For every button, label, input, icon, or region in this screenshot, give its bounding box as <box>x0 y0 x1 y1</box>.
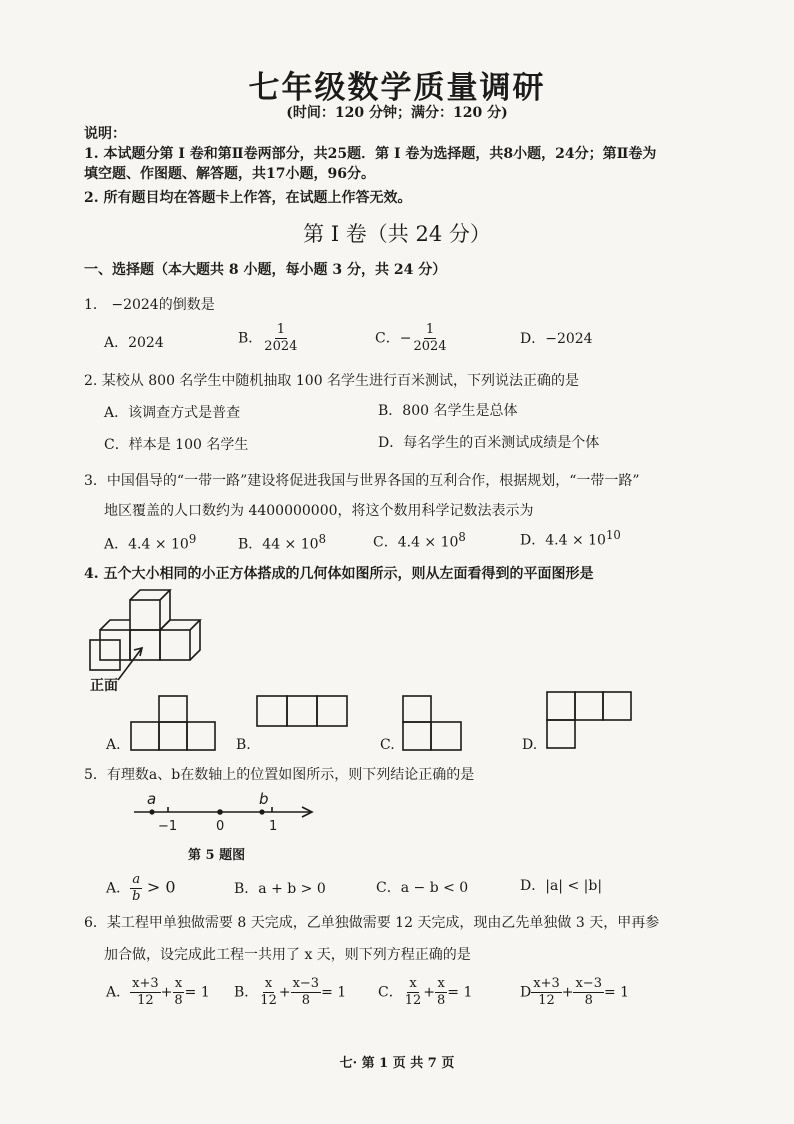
q5-option-a <box>106 872 176 905</box>
q6-option-c <box>378 976 472 1009</box>
q6-c-label: C． <box>378 984 403 1001</box>
q3-b-base: B．44 × 10 <box>238 536 319 553</box>
q4-option-a-label: A. <box>106 737 121 753</box>
q3-a-exp: 9 <box>188 532 197 546</box>
q6-b-label: B． <box>234 984 259 1001</box>
q6-a-plus: + <box>160 984 173 1001</box>
q4-option-b-figure <box>256 694 348 728</box>
q3-stem-2: 地区覆盖的人口数约为 4400000000，将这个数用科学记数法表示为 <box>104 503 534 519</box>
q6-d-num-1: x+3 <box>533 976 560 991</box>
q1-option-b-label: B． <box>238 330 263 347</box>
page-title: 七年级数学质量调研 <box>248 70 546 106</box>
q1-stem: 1． −2024的倒数是 <box>84 297 215 313</box>
q6-stem: 6．某工程甲单独做需要 8 天完成，乙单独做需要 12 天完成，现由乙先单独做 3 天，甲再参 <box>84 915 660 931</box>
q3-stem: 3．中国倡导的“一带一路”建设将促进我国与世界各国的互利合作，根据规划，“一带一路” <box>84 473 640 489</box>
q3-option-c <box>373 530 466 552</box>
q2-stem: 2. 某校从 800 名学生中随机抽取 100 名学生进行百米测试，下列说法正确的是 <box>84 373 580 389</box>
q5-point-a-label: a <box>147 790 157 808</box>
q6-b-plus: + <box>278 984 291 1001</box>
q6-a-den-2: 8 <box>174 993 183 1008</box>
q6-c-num-2: x <box>437 976 445 991</box>
q1-option-a: A．2024 <box>104 335 164 351</box>
section-heading: 一、选择题（本大题共 8 小题，每小题 3 分，共 24 分） <box>84 262 447 278</box>
q3-a-base: A．4.4 × 10 <box>104 536 189 553</box>
q6-b-equals: = 1 <box>321 984 347 1001</box>
q6-option-d <box>520 976 629 1009</box>
instruction-line-1: 1. 本试题分第 I 卷和第Ⅱ卷两部分，共25题．第 I 卷为选择题，共8小题，24分；第Ⅱ卷为 <box>84 146 657 162</box>
page-footer: 七· 第 1 页 共 7 页 <box>339 1056 455 1071</box>
q3-c-base: C．4.4 × 10 <box>373 534 459 551</box>
q1-option-b-fraction <box>262 322 299 355</box>
q3-d-base: D．4.4 × 10 <box>520 532 606 549</box>
q6-b-frac-1 <box>258 976 279 1009</box>
q6-c-den-2: 8 <box>437 993 446 1008</box>
q6-c-frac-1 <box>403 976 424 1009</box>
q6-a-num-2: x <box>174 976 183 991</box>
q5-stem: 5．有理数a、b在数轴上的位置如图所示，则下列结论正确的是 <box>84 767 475 783</box>
q3-option-d <box>520 528 621 550</box>
q3-d-exp: 10 <box>605 528 621 542</box>
q5-option-a-label: A． <box>106 880 131 897</box>
q6-a-frac-2 <box>172 976 184 1009</box>
q6-a-den-1: 12 <box>137 993 154 1008</box>
q1-option-c-fraction <box>411 322 448 355</box>
q6-c-num-1: x <box>409 976 417 991</box>
q6-d-frac-1 <box>531 976 562 1009</box>
q4-option-c-figure <box>402 694 464 754</box>
q6-a-num-1: x+3 <box>132 976 159 991</box>
q6-option-b <box>234 976 346 1009</box>
q1-option-b <box>238 322 299 355</box>
q5-tick-1: 1 <box>269 819 278 834</box>
q5-figure-caption: 第 5 题图 <box>188 848 246 863</box>
q6-b-num-1: x <box>264 976 273 991</box>
q5-point-b-label: b <box>259 790 269 808</box>
q4-stem: 4. 五个大小相同的小正方体搭成的几何体如图所示，则从左面看得到的平面图形是 <box>84 566 594 582</box>
q6-d-plus: + <box>561 984 574 1001</box>
q4-option-c-label: C. <box>380 737 395 753</box>
q5-tick-0: 0 <box>216 819 225 834</box>
q6-a-label: A． <box>106 984 131 1001</box>
q5-tick-neg1: −1 <box>158 819 178 834</box>
instructions-label: 说明： <box>84 126 126 142</box>
q4-option-a-figure <box>130 694 220 754</box>
q5-number-line <box>132 790 322 836</box>
q5-option-c: C．a − b < 0 <box>376 880 469 896</box>
q2-option-d: D．每名学生的百米测试成绩是个体 <box>378 435 600 451</box>
instruction-line-1b: 填空题、作图题、解答题，共17小题，96分。 <box>84 166 375 182</box>
q1-option-d: D．−2024 <box>520 331 593 347</box>
q4-option-d-figure <box>546 690 636 750</box>
q6-c-frac-2 <box>435 976 447 1009</box>
instruction-line-2: 2. 所有题目均在答题卡上作答，在试题上作答无效。 <box>84 190 412 206</box>
q5-option-a-fraction <box>130 872 142 905</box>
q2-option-a: A．该调查方式是普查 <box>104 405 241 421</box>
q6-d-equals: = 1 <box>603 984 630 1001</box>
q6-d-frac-2 <box>573 976 604 1009</box>
q6-d-label: D <box>520 984 532 1001</box>
q1-option-c-label: C．− <box>375 330 412 347</box>
section-title: 第 I 卷（共 24 分） <box>303 222 491 246</box>
exam-time-info: (时间：120 分钟；满分：120 分) <box>286 105 508 121</box>
q6-b-frac-2 <box>291 976 322 1009</box>
q1-c-numerator: 1 <box>425 322 435 337</box>
q1-b-numerator: 1 <box>276 322 285 337</box>
q6-b-den-2: 8 <box>301 993 310 1008</box>
q3-b-exp: 8 <box>318 532 326 546</box>
q3-c-exp: 8 <box>458 530 466 544</box>
q2-option-b: B．800 名学生是总体 <box>378 403 518 419</box>
q5-option-b: B．a + b > 0 <box>234 881 326 897</box>
q6-d-den-1: 12 <box>538 993 555 1008</box>
q6-c-equals: = 1 <box>447 984 473 1001</box>
q4-option-b-label: B. <box>236 737 251 753</box>
q6-d-den-2: 8 <box>584 993 593 1008</box>
q4-option-d-label: D. <box>522 737 538 753</box>
q5-a-numerator: a <box>132 872 141 887</box>
q3-option-b <box>238 532 326 554</box>
q6-b-den-1: 12 <box>260 993 277 1008</box>
q6-c-den-1: 12 <box>404 993 422 1008</box>
q4-cube-figure <box>84 588 224 698</box>
q3-option-a <box>104 532 196 554</box>
q5-a-denominator: b <box>132 889 141 904</box>
q1-b-denominator: 2024 <box>264 339 298 354</box>
q6-b-num-2: x−3 <box>292 976 320 991</box>
q6-d-num-2: x−3 <box>575 976 602 991</box>
q6-c-plus: + <box>423 984 435 1001</box>
q6-option-a <box>106 976 210 1009</box>
q1-c-denominator: 2024 <box>413 339 447 354</box>
q4-front-label: 正面 <box>90 678 118 694</box>
q5-option-d: D．|a| < |b| <box>520 878 603 894</box>
bleed-through-shadow <box>600 60 794 960</box>
q2-option-c: C．样本是 100 名学生 <box>104 437 249 453</box>
q6-a-frac-1 <box>130 976 161 1009</box>
q5-a-tail: > 0 <box>146 877 176 897</box>
q6-a-equals: = 1 <box>184 984 210 1001</box>
q6-stem-2: 加合做，设完成此工程一共用了 x 天，则下列方程正确的是 <box>104 947 471 963</box>
q1-option-c <box>375 322 449 355</box>
